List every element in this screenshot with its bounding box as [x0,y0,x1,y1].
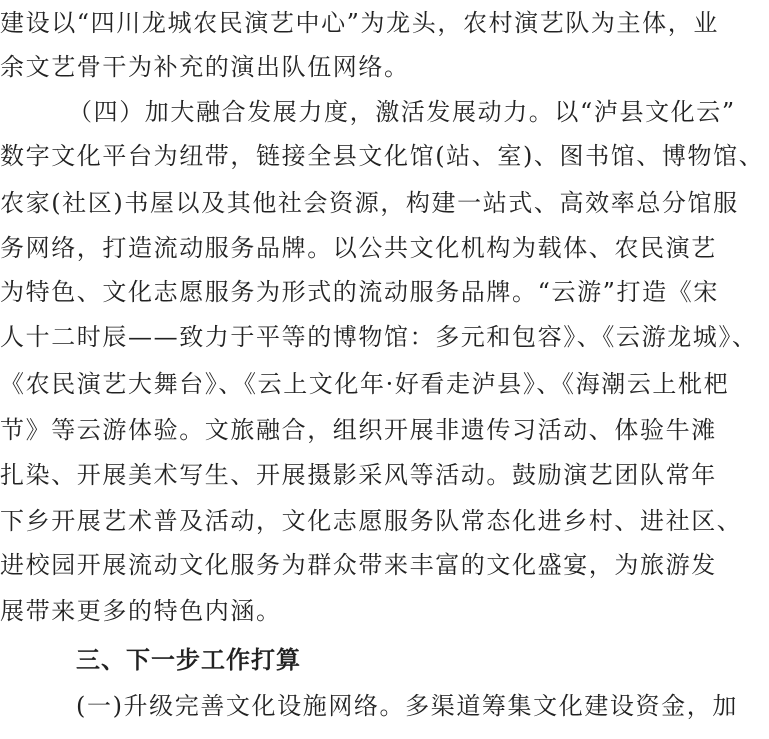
paragraph-line: (一)升级完善文化设施网络。多渠道筹集文化建设资金，加 [76,692,738,720]
paragraph-line: 下乡开展艺术普及活动，文化志愿服务队常态化进乡村、进社区、 [0,507,743,535]
paragraph-line: 进校园开展流动文化服务为群众带来丰富的文化盛宴，为旅游发 [0,551,717,579]
paragraph-line: 节》等云游体验。文旅融合，组织开展非遗传习活动、体验牛滩 [0,416,717,444]
paragraph-line: 农家(社区)书屋以及其他社会资源，构建一站式、高效率总分馆服 [0,189,739,217]
paragraph-line: 数字文化平台为纽带，链接全县文化馆(站、室)、图书馆、博物馆、 [0,142,765,170]
section-heading: 三、下一步工作打算 [76,646,301,674]
paragraph-line: 余文艺骨干为补充的演出队伍网络。 [0,53,410,81]
paragraph-line: 人十二时辰——致力于平等的博物馆：多元和包容》、《云游龙城》、 [0,323,758,351]
paragraph-line: 扎染、开展美术写生、开展摄影采风等活动。鼓励演艺团队常年 [0,461,717,489]
paragraph-line: 展带来更多的特色内涵。 [0,597,282,625]
paragraph-line: 《农民演艺大舞台》、《云上文化年·好看走泸县》、《海潮云上枇杷 [0,370,730,398]
paragraph-line: （四）加大融合发展力度，激活发展动力。以“泸县文化云” [68,98,736,126]
paragraph-line: 务网络，打造流动服务品牌。以公共文化机构为载体、农民演艺 [0,234,717,262]
paragraph-line: 为特色、文化志愿服务为形式的流动服务品牌。“云游”打造《宋 [0,278,719,306]
paragraph-line: 建设以“四川龙城农民演艺中心”为龙头，农村演艺队为主体，业 [0,9,719,37]
